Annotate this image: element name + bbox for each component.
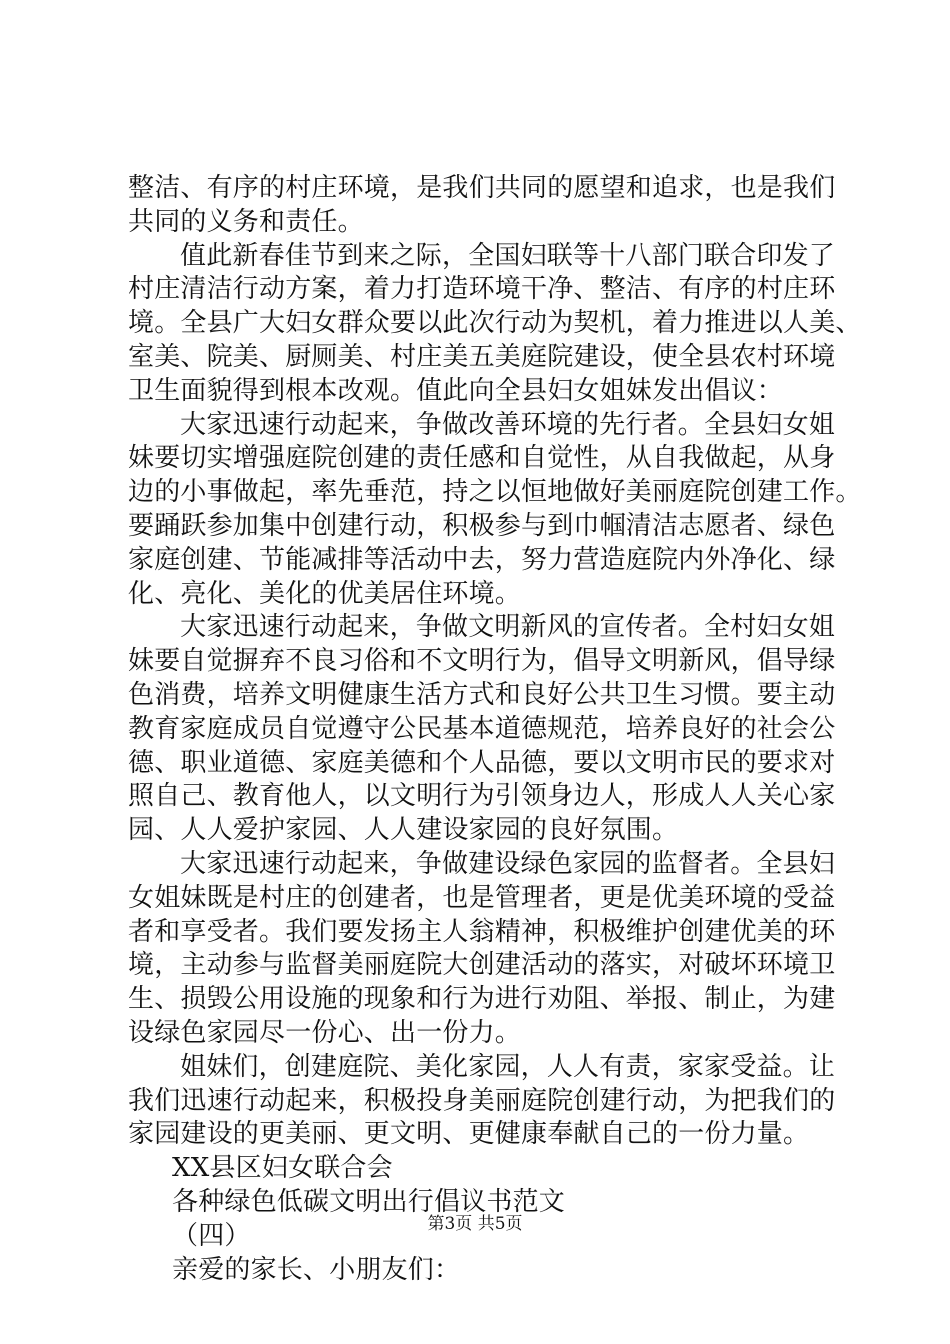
paragraph-line: 卫生面貌得到根本改观。值此向全县妇女姐妹发出倡议： [128, 375, 784, 406]
page-footer [0, 1213, 950, 1235]
paragraph-line: 家园建设的更美丽、更文明、更健康奉献自己的一份力量。 [128, 1119, 810, 1150]
paragraph-line: 境，主动参与监督美丽庭院大创建活动的落实，对破坏环境卫 [128, 950, 836, 981]
page-number: 第3页 共5页 [427, 1214, 523, 1234]
paragraph-line: 生、损毁公用设施的现象和行为进行劝阻、举报、制止，为建 [128, 984, 836, 1015]
paragraph-line: 园、人人爱护家园、人人建设家园的良好氛围。 [128, 815, 679, 846]
paragraph-line: 共同的义务和责任。 [128, 206, 364, 237]
paragraph-line: 照自己、教育他人，以文明行为引领身边人，形成人人关心家 [128, 781, 836, 812]
paragraph-line: 整洁、有序的村庄环境，是我们共同的愿望和追求，也是我们 [128, 173, 836, 203]
document-body [128, 172, 862, 1287]
paragraph-line: 妹要自觉摒弃不良习俗和不文明行为，倡导文明新风，倡导绿 [128, 646, 836, 677]
paragraph-line: 大家迅速行动起来，争做建设绿色家园的监督者。全县妇 [180, 848, 836, 879]
paragraph-line: 化、亮化、美化的优美居住环境。 [128, 578, 522, 609]
paragraph-line: 家庭创建、节能减排等活动中去，努力营造庭院内外净化、绿 [128, 544, 836, 575]
paragraph-line: 值此新春佳节到来之际，全国妇联等十八部门联合印发了 [180, 240, 836, 271]
signature-organization: XX县区妇女联合会 [172, 1153, 393, 1184]
paragraph-line: 者和享受者。我们要发扬主人翁精神，积极维护创建优美的环 [128, 916, 836, 947]
paragraph-line: 女姐妹既是村庄的创建者，也是管理者，更是优美环境的受益 [128, 882, 836, 913]
paragraph-line: 色消费，培养文明健康生活方式和良好公共卫生习惯。要主动 [128, 679, 836, 710]
paragraph-line: 妹要切实增强庭院创建的责任感和自觉性，从自我做起，从身 [128, 443, 836, 474]
paragraph-line: 大家迅速行动起来，争做文明新风的宣传者。全村妇女姐 [180, 612, 836, 643]
section-number: （四） [172, 1220, 251, 1251]
paragraph-line: 我们迅速行动起来，积极投身美丽庭院创建行动，为把我们的 [128, 1085, 836, 1116]
paragraph-line: 大家迅速行动起来，争做改善环境的先行者。全县妇女姐 [180, 409, 836, 440]
paragraph-line: 教育家庭成员自觉遵守公民基本道德规范，培养良好的社会公 [128, 713, 836, 744]
salutation: 亲爱的家长、小朋友们： [172, 1254, 461, 1285]
paragraph-line: 德、职业道德、家庭美德和个人品德，要以文明市民的要求对 [128, 747, 836, 778]
paragraph-line: 设绿色家园尽一份心、出一份力。 [128, 1017, 522, 1048]
section-title: 各种绿色低碳文明出行倡议书范文 [172, 1186, 566, 1217]
paragraph-line: 村庄清洁行动方案，着力打造环境干净、整洁、有序的村庄环 [128, 274, 836, 305]
paragraph-line: 室美、院美、厨厕美、村庄美五美庭院建设，使全县农村环境 [128, 341, 836, 372]
paragraph-line: 境。全县广大妇女群众要以此次行动为契机，着力推进以人美、 [128, 308, 862, 339]
paragraph-line: 要踊跃参加集中创建行动，积极参与到巾帼清洁志愿者、绿色 [128, 510, 836, 541]
paragraph-line: 姐妹们，创建庭院、美化家园，人人有责，家家受益。让 [180, 1051, 836, 1082]
paragraph-line: 边的小事做起，率先垂范，持之以恒地做好美丽庭院创建工作。 [128, 477, 862, 508]
